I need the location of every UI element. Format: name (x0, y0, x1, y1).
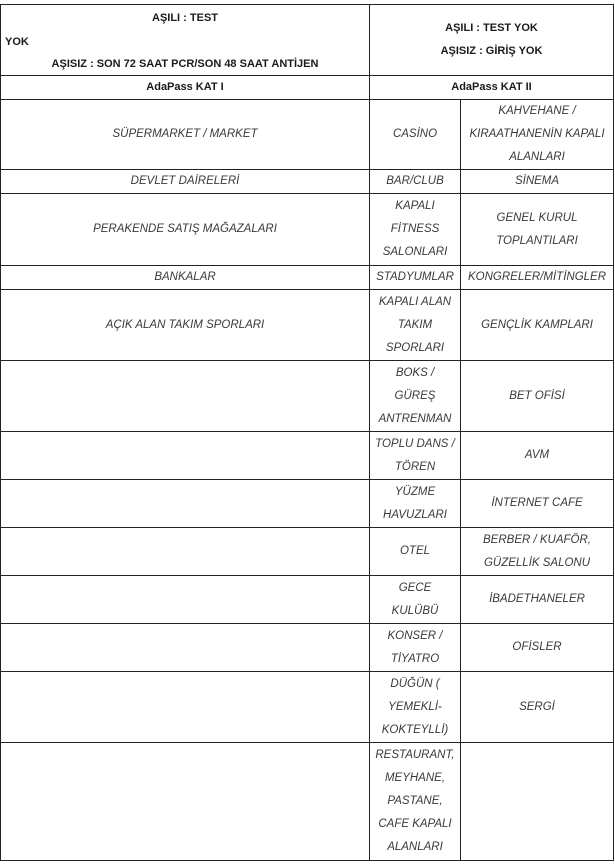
kat2-venue-cell: İBADETHANELER (461, 576, 614, 624)
kat2-venue-cell: BAR/CLUB (370, 170, 461, 194)
kat2-venue-cell: KAHVEHANE / KIRAATHANENİN KAPALI ALANLARI (461, 100, 614, 170)
kat2-venue-cell: KAPALI FİTNESS SALONLARI (370, 194, 461, 266)
table-row (1, 100, 614, 170)
kat1-venue-cell (1, 576, 370, 624)
kat2-venue-cell: TOPLU DANS / TÖREN (370, 432, 461, 480)
kat1-venue-cell: BANKALAR (1, 266, 370, 290)
table-row (1, 194, 614, 266)
kat2-venue-cell: KONSER / TİYATRO (370, 624, 461, 672)
table-row (1, 743, 614, 861)
kat1-title: AdaPass KAT I (1, 76, 370, 100)
kat2-venue-cell: DÜĞÜN ( YEMEKLİ-KOKTEYLLİ) (370, 672, 461, 743)
table-row (1, 170, 614, 194)
table-row (1, 528, 614, 576)
kat2-unvaccinated-requirement: AŞISIZ : GİRİŞ YOK (440, 45, 543, 57)
kat2-venue-cell: GENEL KURUL TOPLANTILARI (461, 194, 614, 266)
table-row (1, 672, 614, 743)
kat1-venue-cell (1, 624, 370, 672)
kat2-venue-cell: BOKS / GÜREŞ ANTRENMAN (370, 361, 461, 432)
kat2-venue-cell: İNTERNET CAFE (461, 480, 614, 528)
table-row (1, 432, 614, 480)
kat1-venue-cell (1, 528, 370, 576)
kat2-venue-cell: KONGRELER/MİTİNGLER (461, 266, 614, 290)
kat2-requirements-header (370, 5, 614, 76)
header-row (1, 5, 614, 76)
kat2-venue-cell: CASİNO (370, 100, 461, 170)
kat1-venue-cell (1, 432, 370, 480)
kat2-venue-cell: STADYUMLAR (370, 266, 461, 290)
kat1-vaccinated-requirement-cont: YOK (5, 36, 29, 48)
kat1-unvaccinated-requirement: AŞISIZ : SON 72 SAAT PCR/SON 48 SAAT ANTİJEN (51, 58, 319, 70)
table-row (1, 290, 614, 361)
kat2-venue-cell: OTEL (370, 528, 461, 576)
kat2-venue-cell: OFİSLER (461, 624, 614, 672)
kat2-venue-cell: AVM (461, 432, 614, 480)
kat1-venue-cell (1, 480, 370, 528)
kat1-venue-cell (1, 361, 370, 432)
table-row (1, 266, 614, 290)
table-row (1, 576, 614, 624)
kat2-venue-cell: GECE KULÜBÜ (370, 576, 461, 624)
kat2-venue-cell: BERBER / KUAFÖR, GÜZELLİK SALONU (461, 528, 614, 576)
table-row (1, 361, 614, 432)
table-row (1, 624, 614, 672)
kat1-venue-cell: SÜPERMARKET / MARKET (1, 100, 370, 170)
kat2-venue-cell: GENÇLİK KAMPLARI (461, 290, 614, 361)
kat2-venue-cell: RESTAURANT, MEYHANE, PASTANE, CAFE KAPALI ALANLARI (370, 743, 461, 861)
adapass-table (0, 4, 614, 861)
kat2-vaccinated-requirement: AŞILI : TEST YOK (445, 22, 538, 34)
kat2-venue-cell (461, 743, 614, 861)
table-row (1, 480, 614, 528)
kat2-venue-cell: SİNEMA (461, 170, 614, 194)
kat1-venue-cell: PERAKENDE SATIŞ MAĞAZALARI (1, 194, 370, 266)
kat2-venue-cell: YÜZME HAVUZLARI (370, 480, 461, 528)
kat1-venue-cell (1, 672, 370, 743)
kat1-venue-cell (1, 743, 370, 861)
kat2-venue-cell: SERGİ (461, 672, 614, 743)
kat1-venue-cell: DEVLET DAİRELERİ (1, 170, 370, 194)
kat2-venue-cell: BET OFİSİ (461, 361, 614, 432)
kat2-title: AdaPass KAT II (370, 76, 614, 100)
kat1-vaccinated-requirement: AŞILI : TEST (152, 12, 218, 24)
kat1-venue-cell: AÇIK ALAN TAKIM SPORLARI (1, 290, 370, 361)
subheader-row (1, 76, 614, 100)
kat1-requirements-header (1, 5, 370, 76)
kat2-venue-cell: KAPALI ALAN TAKIM SPORLARI (370, 290, 461, 361)
